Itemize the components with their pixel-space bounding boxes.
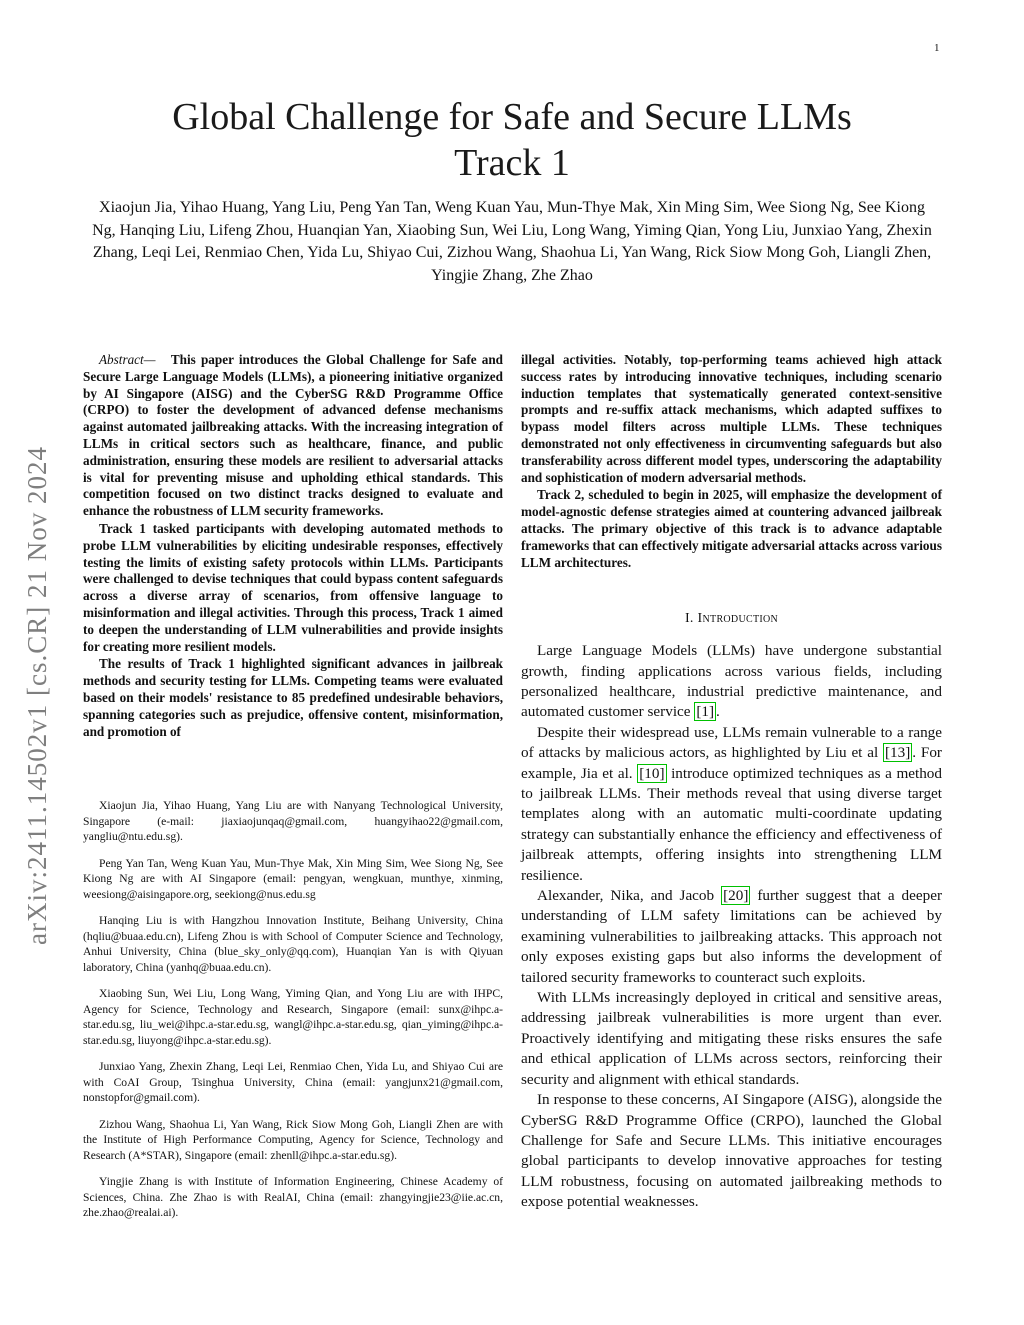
author-list: Xiaojun Jia, Yihao Huang, Yang Liu, Peng Yan Tan, Weng Kuan Yau, Mun-Thye Mak, Xin Ming Sim, Wee Siong Ng, See Kiong Ng, Hanqing Liu, Lifeng Zhou, Huanqian Yan, Xiaobing Sun, Wei Liu, Long Wang, Yiming Qian, Yong Liu, Junxiao Yang, Zhexin Zhang, Leqi Lei, Renmiao Chen, Yida Lu, Shiyao Cui, Zizhou Wang, Shaohua Li, Yan Wang, Rick Siow Mong Goh, Liangli Zhen, Yingjie Zhang, Zhe Zhao [92, 199, 932, 285]
citation-bracket: [ [723, 887, 729, 905]
abstract-label: Abstract— [99, 352, 156, 367]
intro-text: further suggest that a deeper understanding of LLM safety limitations can be achieved by examining vulnerabilities to jailbreaking attacks. This approach not only exposes existing gaps but also informs the development of tailored security frameworks to counteract such exploits. [521, 887, 943, 986]
intro-text: Alexander, Nika, and Jacob [537, 887, 722, 905]
footnote: Junxiao Yang, Zhexin Zhang, Leqi Lei, Renmiao Chen, Yida Lu, and Shiyao Cui are with CoAI Group, Tsinghua University, China (email: yangjunx21@gmail.com, nonstopfor@gmail.com). [83, 1060, 503, 1104]
abstract-paragraph-1 [83, 352, 503, 520]
citation-bracket: [ [696, 703, 702, 721]
citation-number: 10 [644, 764, 660, 782]
intro-paragraph-4: With LLMs increasingly deployed in critical and sensitive areas, addressing jailbreak vulnerabilities is more urgent than ever. Proactively identifying and mitigating these risks ensures the safe and ethical application of LLMs across sectors, reinforcing their security and alignment with ethical standards. [521, 989, 942, 1088]
citation-number: 1 [701, 703, 709, 721]
abstract-paragraph-3: The results of Track 1 highlighted significant advances in jailbreak methods and security testing for LLMs. Competing teams were evaluated based on their models' resistance to 85 predefined undesirable behaviors, spanning categories such as prejudice, offensive content, misinformation, and promotion of [83, 656, 503, 739]
intro-text: . For example, Jia et al. [521, 744, 942, 782]
intro-text: introduce optimized techniques as a method to jailbreak LLMs. Their methods reveal that using diverse target templates along with an automatic multi-coordinate updating strategy can substantially enhance the efficiency and effectiveness of jailbreak attempts, offering insights into strengthening LLM resilience. [521, 764, 942, 884]
abstract-left-column [83, 352, 503, 741]
footnote: Peng Yan Tan, Weng Kuan Yau, Mun-Thye Mak, Xin Ming Sim, Wee Siong Ng, See Kiong Ng are with AI Singapore (email: pengyan, wengkuan, munthye, xinming, weesiong@aisingapore.org, seekiong@nus.edu.sg [83, 856, 503, 901]
citation-bracket: [ [639, 764, 645, 782]
footnote: Xiaobing Sun, Wei Liu, Long Wang, Yiming Qian, and Yong Liu are with IHPC, Agency for Science, Technology and Research, Singapore (email: sunx@ihpc.a-star.edu.sg, liu_wei@ihpc.a-star.edu.sg, wangl@ihpc.a-star.edu.sg, qian_yiming@ihpc.a-star.edu.sg, liuyong@ihpc.a-star.edu.sg). [83, 987, 503, 1047]
citation-link[interactable] [721, 886, 750, 905]
intro-paragraph-2 [521, 723, 942, 886]
citation-link[interactable] [883, 743, 912, 762]
page-number: 1 [934, 42, 940, 54]
title-line-1: Global Challenge for Safe and Secure LLMs [172, 96, 852, 138]
abstract-paragraph-2: Track 1 tasked participants with developing automated methods to probe LLM vulnerabilities by eliciting undesirable responses, effectively testing the limits of existing safety protocols within LLMs. Participants were challenged to devise techniques that could bypass content safeguards across a diverse array of scenarios, from offensive language to misinformation and illegal activities. Through this process, Track 1 aimed to deepen the understanding of LLM vulnerabilities and provide insights for creating more resilient models. [83, 520, 503, 654]
intro-text: Large Language Models (LLMs) have undergone substantial growth, finding applications across various fields, including personalized healthcare, industrial predictive maintenance, and automated customer service [521, 642, 942, 721]
paper-title [80, 94, 944, 186]
section-title: Introduction [697, 611, 779, 627]
citation-bracket: ] [708, 703, 715, 721]
introduction-body [521, 641, 942, 1212]
citation-link[interactable] [637, 764, 666, 783]
citation-bracket: ] [743, 887, 749, 905]
intro-paragraph-1 [521, 641, 942, 723]
intro-paragraph-3 [521, 886, 942, 988]
abstract-continuation [521, 352, 942, 571]
section-numeral: I. [684, 611, 694, 627]
introduction-heading [521, 611, 942, 628]
abstract-paragraph-3-continued: illegal activities. Notably, top-performing teams achieved high attack success rates by introducing innovative techniques, including scenario induction templates that systematically generated context-sensitive prompts and re-suffix attack mechanisms, which adapted suffixes to bypass model filters across multiple LLMs. These techniques demonstrated not only effectiveness in circumventing safeguards but also transferability across different model types, underscoring the adaptability and sophistication of modern adversarial methods. [521, 352, 942, 485]
abstract-text-1: This paper introduces the Global Challenge for Safe and Secure Large Language Models (LLMs), a pioneering initiative organized by AI Singapore (AISG) and the CyberSG R&D Programme Office (CRPO) to foster the development of advanced defense mechanisms against automated jailbreaking attacks. With the increasing integration of LLMs in critical sectors such as healthcare, finance, and public administration, ensuring these models are resilient to adversarial attacks is vital for preventing misuse and upholding ethical standards. This competition focused on two distinct tracks designed to evaluate and enhance the robustness of LLM security frameworks. [83, 352, 504, 519]
citation-bracket: ] [659, 764, 665, 782]
intro-text: Despite their widespread use, LLMs remain vulnerable to a range of attacks by malicious actors, as highlighted by Liu et al [521, 723, 942, 762]
footnote: Yingjie Zhang is with Institute of Information Engineering, Chinese Academy of Sciences, China. Zhe Zhao is with RealAI, China (email: zhangyingjie23@iie.ac.cn, zhe.zhao@realai.ai). [83, 1175, 503, 1219]
arxiv-identifier-stamp: arXiv:2411.14502v1 [cs.CR] 21 Nov 2024 [22, 446, 52, 945]
title-line-2: Track 1 [454, 142, 570, 184]
author-affiliation-footnotes [83, 798, 503, 1232]
intro-text: . [716, 703, 720, 721]
footnote: Hanqing Liu is with Hangzhou Innovation Institute, Beihang University, China (hqliu@buaa.edu.cn), Lifeng Zhou is with School of Computer Science and Technology, Anhui University, China (blue_sky_only@qq.com), Huanqian Yan is with Qiyuan laboratory, China (yanhq@buaa.edu.cn). [83, 914, 503, 974]
footnote: Xiaojun Jia, Yihao Huang, Yang Liu are with Nanyang Technological University, Singapore (e-mail: jiaxiaojunqaq@gmail.com, huangyihao22@gmail.com, yangliu@ntu.edu.sg). [83, 799, 503, 843]
intro-paragraph-5: In response to these concerns, AI Singapore (AISG), alongside the CyberSG R&D Programme Office (CRPO), launched the Global Challenge for Safe and Secure LLMs. This initiative encourages global participants to develop innovative approaches for testing LLM robustness, focusing on automated jailbreaking methods to expose potential weaknesses. [521, 1091, 942, 1211]
citation-number: 13 [890, 744, 906, 762]
citation-link[interactable] [694, 702, 716, 721]
citation-bracket: [ [884, 744, 891, 762]
abstract-paragraph-4: Track 2, scheduled to begin in 2025, will emphasize the development of model-agnostic defense strategies aimed at countering advanced jailbreak attacks. The primary objective of this track is to advance adaptable frameworks that can effectively mitigate adversarial attacks across various LLM architectures. [521, 487, 942, 570]
right-column [521, 352, 942, 1213]
citation-bracket: ] [905, 744, 911, 762]
footnote: Zizhou Wang, Shaohua Li, Yan Wang, Rick Siow Mong Goh, Liangli Zhen are with the Institute of High Performance Computing, Agency for Science, Technology and Research (A*STAR), Singapore (email: zhenll@ihpc.a-star.edu.sg). [83, 1117, 503, 1162]
citation-number: 20 [728, 887, 744, 905]
